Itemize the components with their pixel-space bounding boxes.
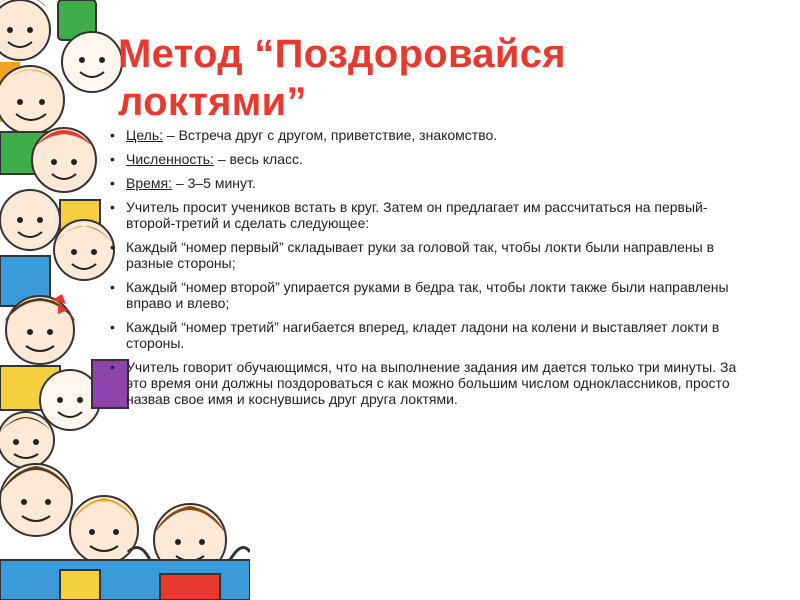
- bullet-step-first: [108, 239, 748, 271]
- bullet-list: [108, 127, 748, 415]
- bullet-instructions: [108, 359, 748, 407]
- slide-title: [118, 30, 738, 126]
- bullet-label: Цель:: [126, 127, 164, 143]
- slide-title-line-2: локтями”: [118, 80, 307, 124]
- bullet-label: Численность:: [126, 151, 214, 167]
- bullet-step-second: [108, 279, 748, 311]
- bullet-text: – 3–5 минут.: [172, 175, 256, 191]
- bullet-text: Каждый “номер первый” складывает руки за головой так, чтобы локти были направлены в разные стороны;: [126, 239, 715, 271]
- kid-face-11: [70, 496, 138, 564]
- bullet-size: [108, 151, 748, 167]
- slide-title-line-1: Метод “Поздоровайся: [118, 32, 566, 76]
- kid-face-2: [62, 32, 122, 92]
- bullet-text: – Встреча друг с другом, приветствие, знакомство.: [163, 127, 498, 143]
- kid-face-4: [32, 128, 96, 192]
- kid-face-10: [0, 464, 72, 536]
- kid-face-1: [0, 0, 50, 60]
- bullet-text: – весь класс.: [213, 151, 303, 167]
- bullet-step-third: [108, 319, 748, 351]
- bullet-label: Время:: [126, 175, 173, 191]
- bullet-text: Учитель говорит обучающимся, что на выполнение задания им дается только три минуты. За это время они должны поздороваться с как можно большим числом одноклассников, просто назвав свое имя и коснувшись друг друга локтями.: [126, 359, 737, 407]
- bullet-text: Каждый “номер третий” нагибается вперед, кладет ладони на колени и выставляет локти в стороны.: [126, 319, 720, 351]
- kid-face-6: [54, 220, 114, 280]
- kid-face-3: [0, 66, 64, 134]
- bullet-step-circle: [108, 199, 748, 231]
- bullet-text: Каждый “номер второй” упирается руками в бедра так, чтобы локти также были направлены вправо и влево;: [126, 279, 729, 311]
- bullet-goal: [108, 127, 748, 143]
- bullet-time: [108, 175, 748, 191]
- bullet-text: Учитель просит учеников встать в круг. Затем он предлагает им рассчитаться на первый-второй-третий и сделать следующее:: [126, 199, 708, 231]
- kid-face-9: [0, 412, 54, 468]
- kid-face-5: [0, 190, 60, 250]
